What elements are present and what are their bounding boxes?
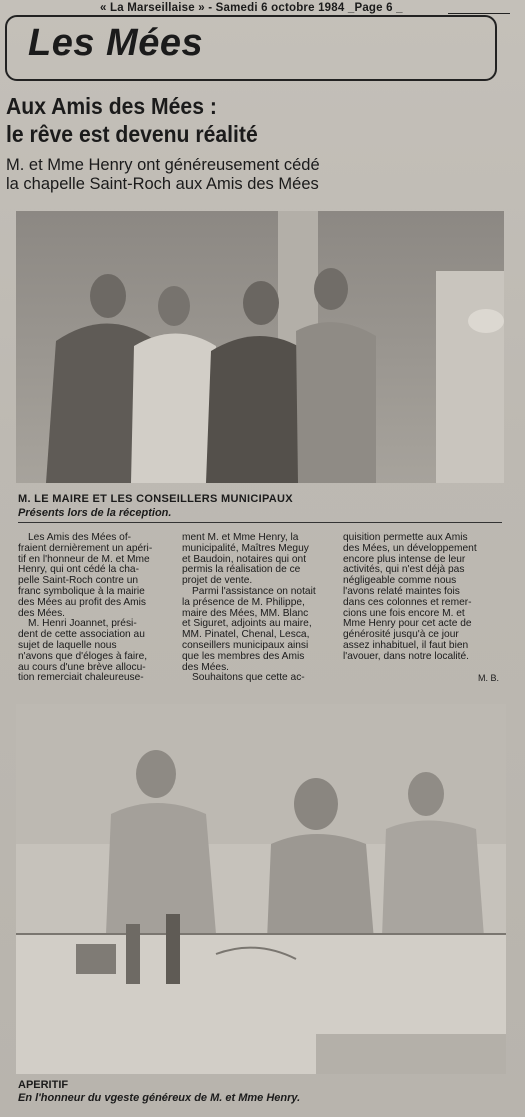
column-line: municipalité, Maîtres Meguy <box>182 542 309 554</box>
article-column-3 <box>343 533 505 663</box>
column-line: des Mées au profit des Amis <box>18 596 146 608</box>
column-line: Les Amis des Mées of- <box>28 532 132 543</box>
column-line: tif en l'honneur de M. et Mme <box>18 553 150 565</box>
column-line: dans ces colonnes et remer- <box>343 596 472 608</box>
column-line: tion remerciait chaleureuse- <box>18 672 144 684</box>
subheadline-line-1: M. et Mme Henry ont généreusement cédé <box>6 156 320 174</box>
subheadline <box>6 156 506 194</box>
column-line: permis la réalisation de ce <box>182 564 301 576</box>
column-line: Souhaitons que cette ac- <box>192 672 305 684</box>
article-column-1 <box>18 533 166 684</box>
column-line: des Mées. <box>18 607 65 619</box>
photo2-caption-subtitle: En l'honneur du vgeste généreux de M. et Mme Henry. <box>18 1092 301 1104</box>
column-line: des Mées, un développement <box>343 542 477 554</box>
column-line: quisition permette aux Amis <box>343 532 468 543</box>
column-line: assez inhabituel, il faut bien <box>343 639 469 651</box>
column-line: Mme Henry pour cet acte de <box>343 618 472 630</box>
article-column-2 <box>182 533 332 684</box>
column-line: générosité jusqu'à ce jour <box>343 629 459 641</box>
column-line: l'avons relaté maintes fois <box>343 585 460 597</box>
photo1-caption-title: M. LE MAIRE ET LES CONSEILLERS MUNICIPAUX <box>18 493 293 505</box>
headline <box>6 92 466 148</box>
column-line: M. Henri Joannet, prési- <box>28 618 137 630</box>
photo2-caption-title: APERITIF <box>18 1079 69 1091</box>
column-line: que les membres des Amis <box>182 650 305 662</box>
column-line: négligeable comme nous <box>343 575 457 587</box>
article-signature: M. B. <box>478 673 500 683</box>
headline-line-1: Aux Amis des Mées : <box>6 93 217 119</box>
column-line: pelle Saint-Roch contre un <box>18 575 139 587</box>
column-line: cions une fois encore M. et <box>343 607 465 619</box>
group-photo <box>16 211 504 483</box>
photo1-caption-subtitle: Présents lors de la réception. <box>18 507 172 519</box>
column-line: conseillers municipaux ainsi <box>182 639 309 651</box>
headline-line-2: le rêve est devenu réalité <box>6 121 258 147</box>
column-line: dent de cette association au <box>18 629 145 641</box>
column-line: encore plus intense de leur <box>343 553 466 565</box>
column-line: et Baudoin, notaires qui ont <box>182 553 307 565</box>
column-line: et Siguret, adjoints au maire, <box>182 618 312 630</box>
column-line: au cours d'une brève allocu- <box>18 661 146 673</box>
reception-photo <box>16 704 506 1074</box>
column-line: Henry, qui ont cédé la cha- <box>18 564 139 576</box>
column-line: ment M. et Mme Henry, la <box>182 532 299 543</box>
group-photo-image <box>16 211 504 483</box>
caption-divider <box>18 522 502 523</box>
column-line: projet de vente. <box>182 575 253 587</box>
column-line: Parmi l'assistance on notait <box>192 585 316 597</box>
column-line: franc symbolique à la mairie <box>18 585 145 597</box>
column-line: maire des Mées, MM. Blanc <box>182 607 309 619</box>
column-line: l'avouer, dans notre localité. <box>343 650 469 662</box>
column-line: activités, qui n'est déjà pas <box>343 564 465 576</box>
column-line: fraient dernièrement un apéri- <box>18 542 153 554</box>
masthead-rule <box>448 13 510 14</box>
masthead-line: « La Marseillaise » - Samedi 6 octobre 1984 _Page 6 _ <box>100 2 403 14</box>
column-line: des Mées. <box>182 661 229 673</box>
subheadline-line-2: la chapelle Saint-Roch aux Amis des Mées <box>6 175 319 193</box>
reception-photo-image <box>16 704 506 1074</box>
column-line: MM. Pinatel, Chenal, Lesca, <box>182 629 310 641</box>
section-title: Les Mées <box>28 22 204 64</box>
column-line: la présence de M. Philippe, <box>182 596 305 608</box>
column-line: sujet de laquelle nous <box>18 639 117 651</box>
column-line: n'avons que d'éloges à faire, <box>18 650 148 662</box>
